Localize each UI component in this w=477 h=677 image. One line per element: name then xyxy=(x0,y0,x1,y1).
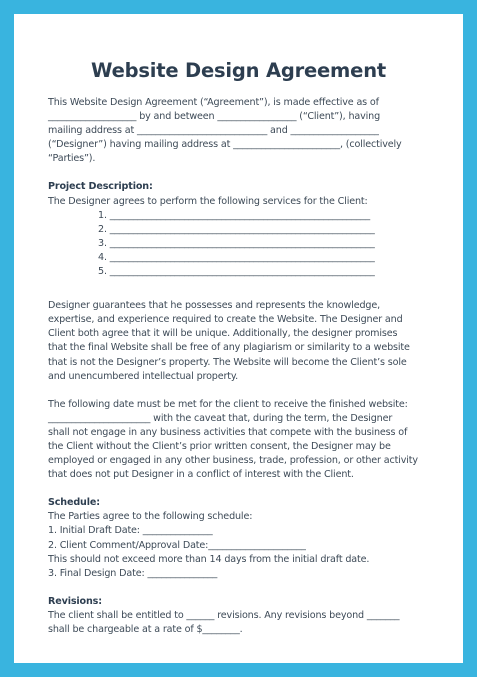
schedule-section xyxy=(48,510,434,580)
intro-line: “Parties”). xyxy=(48,153,96,165)
document-page xyxy=(14,14,463,663)
delivery-line: employed or engaged in any other business, trade, profession, or other activity xyxy=(48,455,418,467)
delivery-paragraph xyxy=(48,398,434,483)
project-description-heading: Project Description: xyxy=(48,181,153,193)
revisions-section xyxy=(48,609,434,637)
delivery-line: ______________________ with the caveat that, during the term, the Designer xyxy=(48,412,393,424)
guarantee-line: Client both agree that it will be unique. Additionally, the designer promises xyxy=(48,328,398,340)
document-title: Website Design Agreement xyxy=(90,59,387,82)
intro-paragraph xyxy=(48,96,434,166)
schedule-line: 2. Client Comment/Approval Date:_____________________ xyxy=(48,539,306,551)
project-description-lead: The Designer agrees to perform the following services for the Client: xyxy=(48,195,368,207)
service-item: 5. _________________________________________________________ xyxy=(98,266,375,278)
intro-line: This Website Design Agreement (“Agreement”), is made effective as of xyxy=(48,97,379,108)
revisions-line: shall be chargeable at a rate of $________. xyxy=(48,624,243,635)
delivery-line: that does not put Designer in a conflict of interest with the Client. xyxy=(48,469,354,481)
guarantee-line: expertise, and experience required to create the Website. The Designer and xyxy=(48,314,403,326)
guarantee-line: that is not the Designer’s property. The Website will become the Client’s sole xyxy=(48,356,407,368)
schedule-line: 1. Initial Draft Date: _______________ xyxy=(48,525,213,537)
schedule-line: This should not exceed more than 14 days from the initial draft date. xyxy=(48,553,370,565)
services-list xyxy=(48,209,434,279)
guarantee-paragraph xyxy=(48,299,434,384)
schedule-line: The Parties agree to the following schedule: xyxy=(48,511,253,523)
service-item: 3. _________________________________________________________ xyxy=(98,237,375,249)
service-item: 4. _________________________________________________________ xyxy=(98,251,375,263)
guarantee-line: Designer guarantees that he possesses and represents the knowledge, xyxy=(48,300,381,312)
schedule-line: 3. Final Design Date: _______________ xyxy=(48,567,218,579)
delivery-line: shall not engage in any business activities that compete with the business of xyxy=(48,426,408,438)
guarantee-line: that the final Website shall be free of any plagiarism or similarity to a website xyxy=(48,342,410,354)
revisions-heading: Revisions: xyxy=(48,595,102,607)
guarantee-line: and unencumbered intellectual property. xyxy=(48,370,238,382)
service-item: 2. _________________________________________________________ xyxy=(98,223,375,235)
delivery-line: the Client without the Client’s prior written consent, the Designer may be xyxy=(48,440,391,452)
delivery-line: The following date must be met for the client to receive the finished website: xyxy=(48,398,408,410)
service-item: 1. ________________________________________________________ xyxy=(98,209,370,221)
document-body xyxy=(48,96,434,637)
intro-line: ___________________ by and between _________________ (“Client”), having xyxy=(48,111,381,123)
revisions-line: The client shall be entitled to ______ revisions. Any revisions beyond _______ xyxy=(48,609,400,621)
schedule-heading: Schedule: xyxy=(48,497,100,509)
intro-line: mailing address at ____________________________ and ___________________ xyxy=(48,125,379,137)
intro-line: (“Designer”) having mailing address at _______________________, (collectively xyxy=(48,139,402,151)
